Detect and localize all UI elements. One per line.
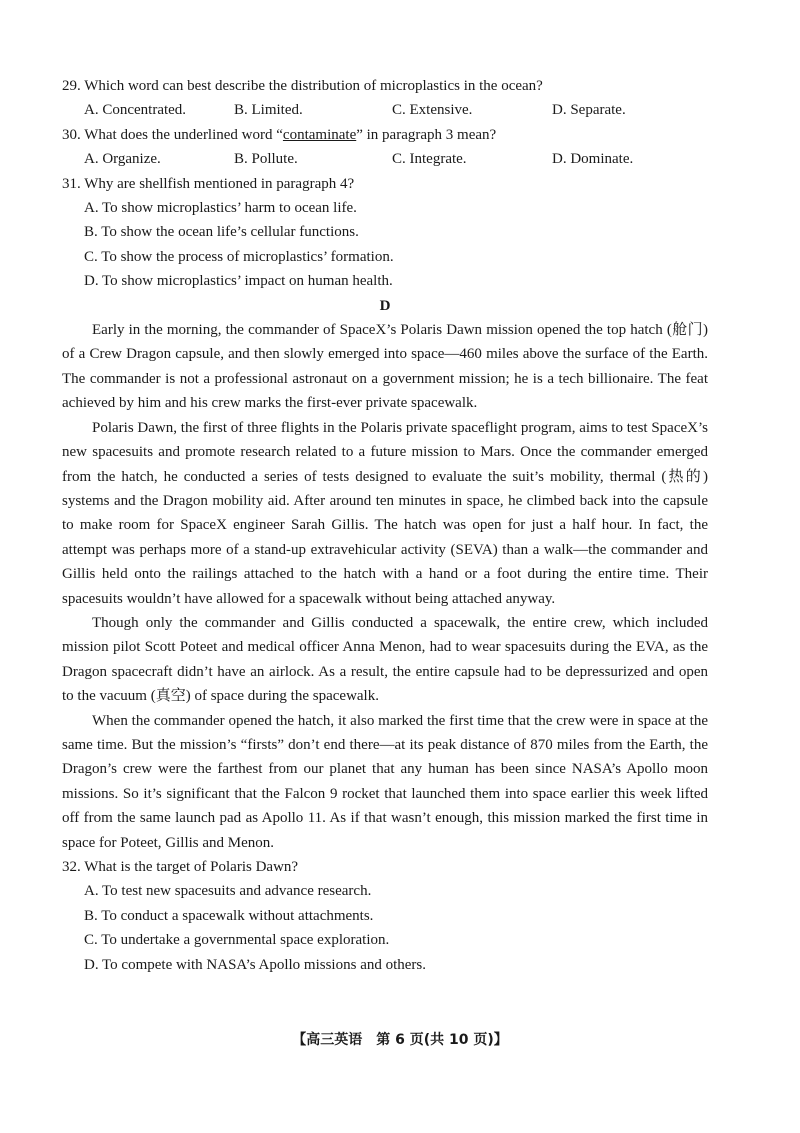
passage-paragraph-3: Though only the commander and Gillis conducted a spacewalk, the entire crew, which included mission pilot Scott Poteet and medical officer Anna Menon, had to wear spacesuits during the EVA, as the Dragon spacecraft didn’t have an airlock. As a result, the entire capsule had to be depressurized and open to the vacuum (真空) of space during the spacewalk. <box>62 614 708 705</box>
option-d: D. To compete with NASA’s Apollo missions and others. <box>84 956 427 973</box>
question-32-stem: 32. What is the target of Polaris Dawn? <box>62 859 299 875</box>
option-b: B. To conduct a spacewalk without attachments. <box>84 907 374 924</box>
question-29-options <box>84 98 708 122</box>
option-a: A. Concentrated. <box>84 102 187 119</box>
passage-paragraph-4: When the commander opened the hatch, it also marked the first time that the crew were in space at the same time. But the mission’s “firsts” don’t end there—at its peak distance of 870 miles from the Earth, the Dragon’s crew were the farthest from our planet that any human has been since NASA’s Apollo moon missions. So it’s significant that the Falcon 9 rocket that launched them into space earlier this week lifted off from the same launch pad as Apollo 11. As if that wasn’t enough, this mission marked the first time in space for Poteet, Gillis and Menon. <box>62 712 708 851</box>
option-c: C. To undertake a governmental space exploration. <box>84 932 390 949</box>
question-31-stem: 31. Why are shellfish mentioned in paragraph 4? <box>62 175 355 192</box>
passage-paragraph-1: Early in the morning, the commander of SpaceX’s Polaris Dawn mission opened the top hatch (舱门) of a Crew Dragon capsule, and then slowly emerged into space—460 miles above the surface of the Earth. The commander is not a professional astronaut on a government mission; he is a tech billionaire. The feat achieved by him and his crew marks the first-ever private spacewalk. <box>62 322 708 412</box>
option-d: D. Separate. <box>552 102 626 119</box>
question-30-stem: 30. What does the underlined word “contaminate” in paragraph 3 mean? <box>62 126 497 143</box>
option-a: A. To test new spacesuits and advance research. <box>84 883 372 900</box>
section-heading: D <box>379 297 391 314</box>
option-c: C. Integrate. <box>392 151 467 168</box>
option-a: A. To show microplastics’ harm to ocean life. <box>84 200 357 217</box>
page-footer: 【高三英语 第 6 页(共 10 页)】 <box>292 1032 508 1048</box>
option-c: C. To show the process of microplastics’ formation. <box>84 248 394 265</box>
option-b: B. Limited. <box>234 102 303 119</box>
exam-page <box>62 74 708 977</box>
option-a: A. Organize. <box>84 151 161 168</box>
passage-paragraph-2: Polaris Dawn, the first of three flights in the Polaris private spaceflight program, aims to test SpaceX’s new spacesuits and promote research related to a future mission to Mars. Once the commander emerged from the hatch, he conducted a series of tests designed to evaluate the suit’s mobility, thermal (热的) systems and the Dragon mobility aid. After around ten minutes in space, he climbed back into the capsule to make room for SpaceX engineer Sarah Gillis. The hatch was open for just a half hour. In fact, the attempt was perhaps more of a stand-up extravehicular activity (SEVA) than a walk—the commander and Gillis held onto the railings attached to the hatch with a hand or a foot during the entire time. Their spacesuits wouldn’t have allowed for a spacewalk without being attached anyway. <box>62 419 708 607</box>
option-b: B. To show the ocean life’s cellular functions. <box>84 224 359 241</box>
option-b: B. Pollute. <box>234 151 298 168</box>
underlined-word: contaminate <box>282 126 357 143</box>
option-d: D. Dominate. <box>552 151 634 168</box>
question-30-options <box>84 147 708 171</box>
option-d: D. To show microplastics’ impact on human health. <box>84 273 393 290</box>
question-29-stem: 29. Which word can best describe the distribution of microplastics in the ocean? <box>62 78 543 94</box>
option-c: C. Extensive. <box>392 102 473 119</box>
